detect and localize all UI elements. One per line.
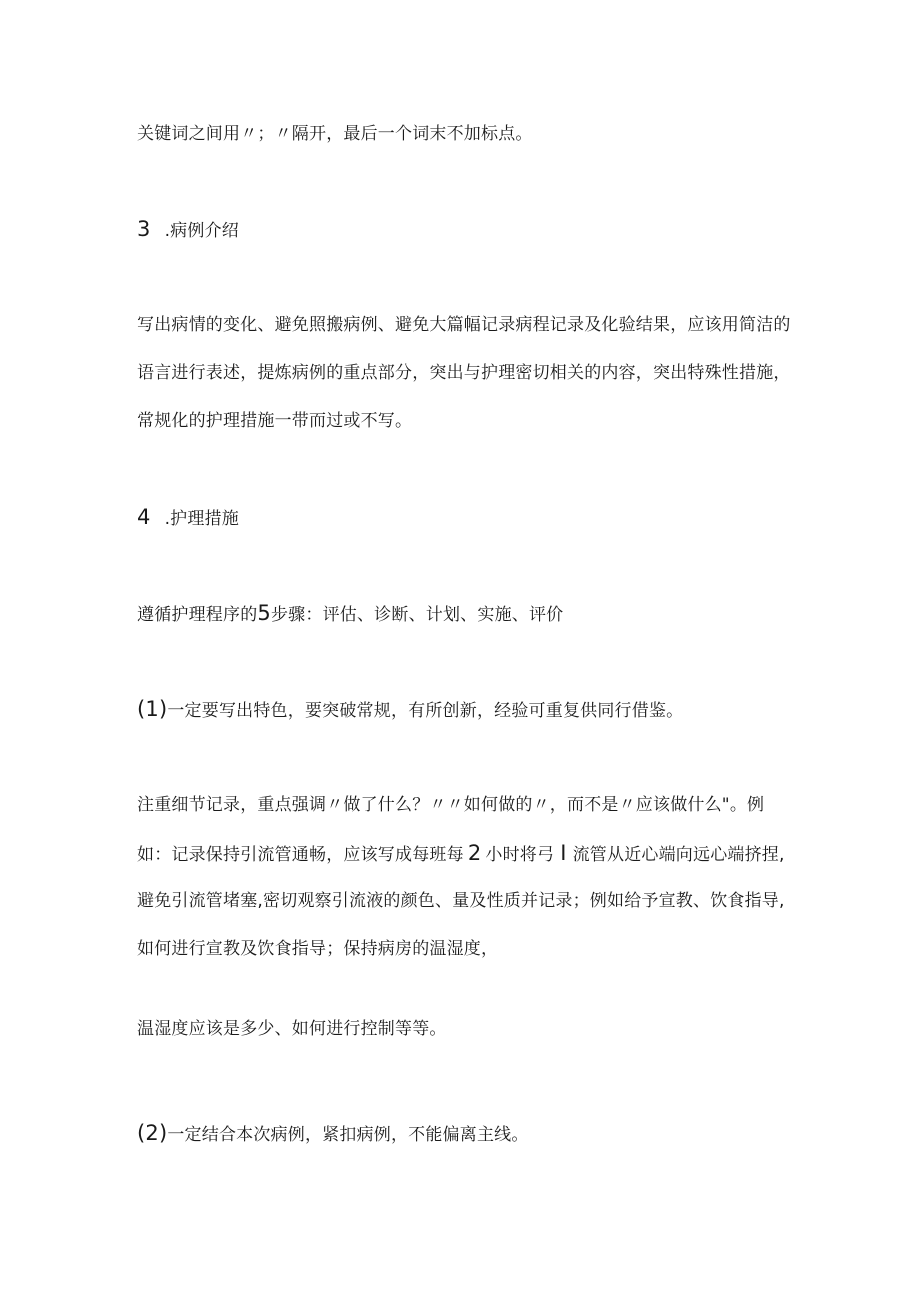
steps-suffix: 步骤：评估、诊断、计划、实施、评价 [270, 605, 564, 625]
section-3-para-line-3: 常规化的护理措施一带而过或不写。 [137, 411, 413, 431]
detail-line-2-mid: 小时将弓 [485, 845, 555, 865]
section-4-title: .护理措施 [164, 509, 239, 529]
section-3-title: .病例介绍 [164, 221, 239, 241]
detail-line-2-end: 流管从近心端向远心端挤捏, [572, 845, 785, 865]
section-4-heading [137, 505, 239, 531]
steps-number: 5 [257, 601, 271, 625]
section-3-heading [137, 217, 239, 243]
item-1-marker: (1) [137, 697, 168, 721]
detail-line-2 [137, 841, 785, 867]
temperature-line: 温湿度应该是多少、如何进行控制等等。 [137, 1019, 447, 1039]
item-1 [137, 697, 683, 723]
detail-line-2-number: 2 [467, 841, 482, 865]
detail-line-2-char: I [560, 841, 567, 865]
steps-prefix: 遵循护理程序的 [137, 605, 258, 625]
item-2 [137, 1121, 529, 1147]
section-3-para-line-2: 语言进行表述，提炼病例的重点部分，突出与护理密切相关的内容，突出特殊性措施， [137, 363, 791, 383]
item-2-text: 一定结合本次病例，紧扣病例，不能偏离主线。 [167, 1125, 529, 1145]
item-1-text: 一定要写出特色，要突破常规，有所创新，经验可重复供同行借鉴。 [167, 701, 684, 721]
nursing-steps-text [137, 601, 563, 627]
keywords-rule-text: 关键词之间用〃；〃隔开，最后一个词末不加标点。 [137, 124, 533, 144]
item-2-marker: (2) [137, 1121, 168, 1145]
detail-line-1: 注重细节记录，重点强调〃做了什么？〃〃如何做的〃，而不是〃应该做什么"。例 [137, 795, 765, 815]
section-4-number: 4 [137, 505, 151, 529]
detail-line-4: 如何进行宣教及饮食指导；保持病房的温湿度， [137, 939, 499, 959]
detail-line-3: 避免引流管堵塞,密切观察引流液的颜色、量及性质并记录；例如给予宣教、饮食指导, [137, 891, 785, 911]
section-3-para-line-1: 写出病情的变化、避免照搬病例、避免大篇幅记录病程记录及化验结果，应该用简洁的 [137, 315, 791, 335]
detail-line-2-start: 如：记录保持引流管通畅，应该写成每班每 [137, 845, 464, 865]
section-3-number: 3 [137, 217, 151, 241]
